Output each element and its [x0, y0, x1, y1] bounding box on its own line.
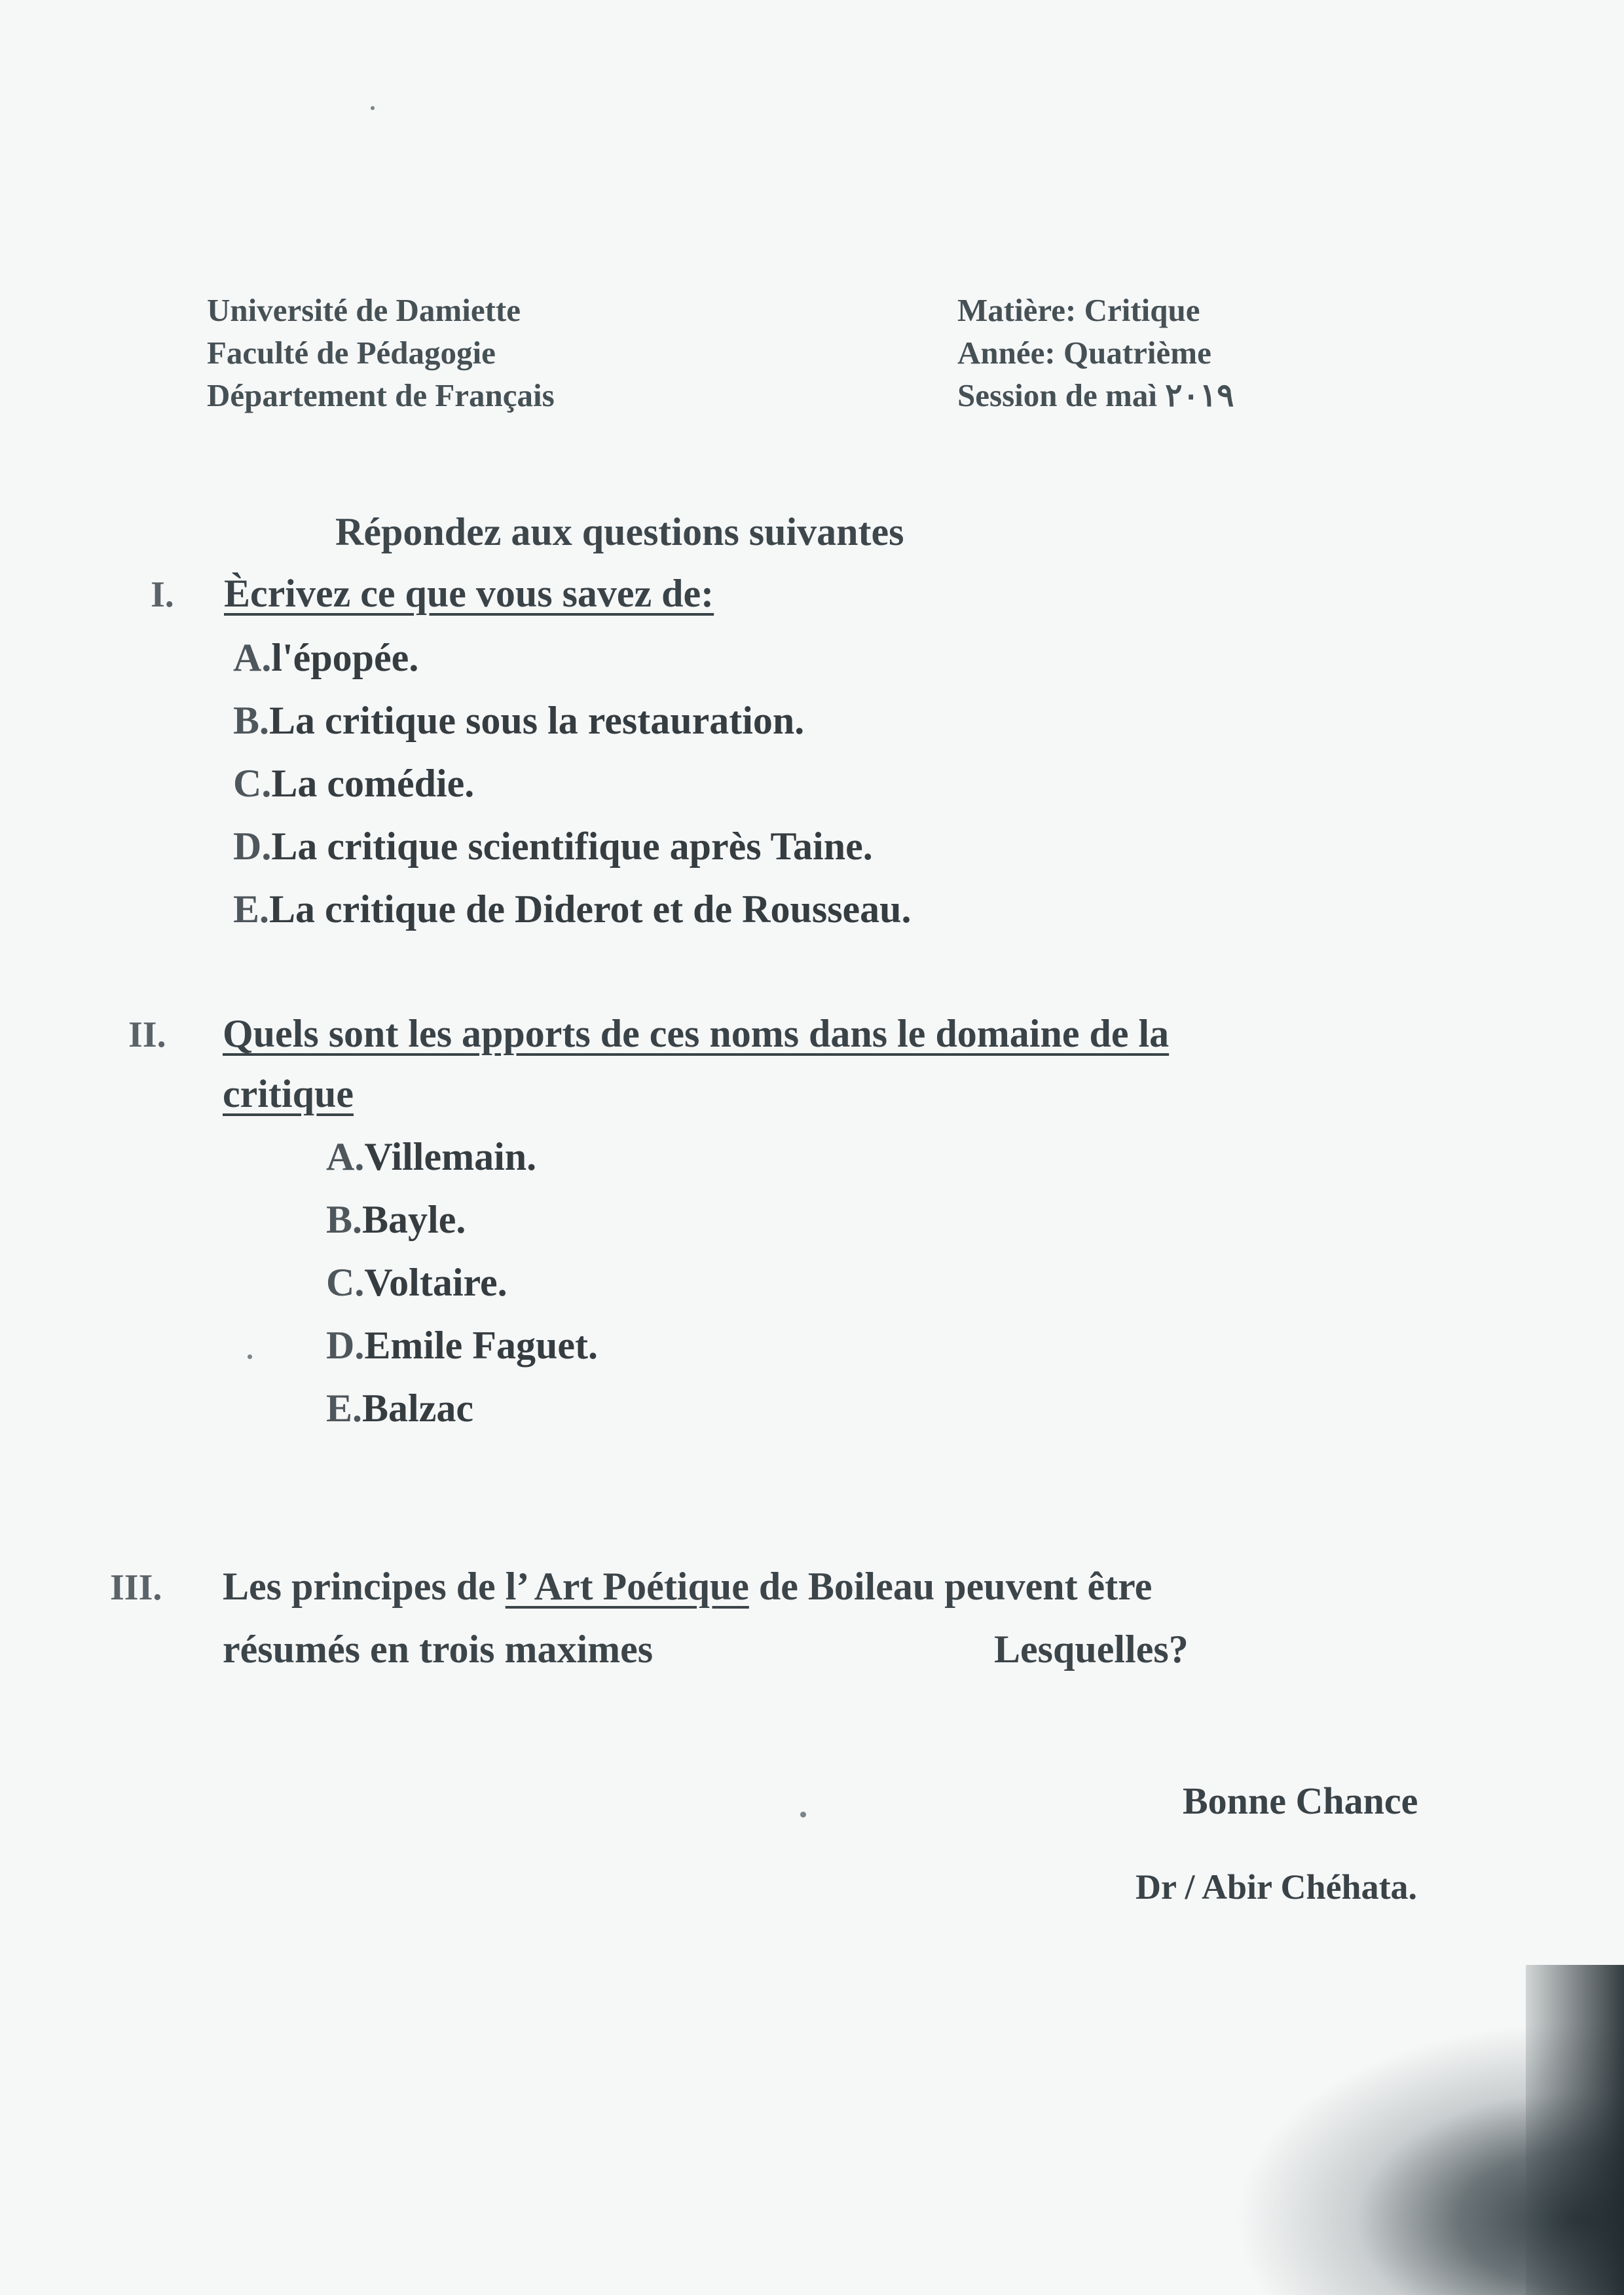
closing-text: Bonne Chance: [1183, 1780, 1418, 1822]
item-text: Emile Faguet.: [364, 1324, 598, 1367]
item-text: Voltaire.: [364, 1261, 507, 1304]
item-letter: B.: [326, 1198, 363, 1241]
institution-header: [207, 289, 555, 417]
faculty-name: Faculté de Pédagogie: [207, 335, 496, 371]
item-letter: E.: [233, 887, 270, 931]
q3-line2-right: Lesquelles?: [994, 1628, 1189, 1671]
q1-number: I.: [151, 574, 174, 615]
q2-item-e: [326, 1386, 473, 1431]
q2-item-b: [326, 1197, 466, 1242]
item-letter: D.: [326, 1324, 365, 1367]
item-letter: A.: [233, 636, 272, 679]
item-text: Villemain.: [364, 1135, 537, 1178]
q3-book-title: l’ Art Poétique: [505, 1565, 749, 1608]
item-text: Bayle.: [362, 1198, 466, 1241]
q2-item-a: [326, 1134, 536, 1180]
q2-title-line1: Quels sont les apports de ces noms dans le domaine de la: [223, 1012, 1170, 1055]
scan-speck: [248, 1354, 252, 1359]
item-text: l'épopée.: [271, 636, 419, 679]
item-text: La critique de Diderot et de Rousseau.: [269, 887, 912, 931]
q3-text: de Boileau peuvent être: [748, 1565, 1153, 1608]
scan-edge-shadow: [1526, 1965, 1624, 2295]
item-letter: D.: [233, 825, 272, 868]
year-level: Année: Quatrième: [957, 335, 1211, 371]
item-letter: B.: [233, 699, 270, 742]
scan-speck: [371, 106, 375, 110]
q1-item-c: [233, 761, 474, 806]
q2-number: II.: [128, 1015, 166, 1055]
q3-text: Les principes de: [223, 1565, 506, 1608]
q1-item-a: [233, 635, 418, 681]
item-text: La critique sous la restauration.: [269, 699, 805, 742]
q2-title-line2: critique: [223, 1072, 354, 1115]
q1-item-d: [233, 824, 873, 869]
university-name: Université de Damiette: [207, 292, 521, 328]
q3-number: III.: [110, 1567, 162, 1608]
q1-item-e: [233, 887, 912, 932]
item-letter: C.: [326, 1261, 365, 1304]
exam-info-header: [957, 289, 1234, 417]
q1-title: Ècrivez ce que vous savez de:: [224, 572, 714, 615]
subject: Matière: Critique: [957, 292, 1200, 328]
item-text: La comédie.: [271, 762, 475, 805]
q2-item-d: [326, 1323, 598, 1368]
q2-item-c: [326, 1260, 507, 1305]
signature: Dr / Abir Chéhata.: [1135, 1867, 1418, 1907]
item-text: La critique scientifique après Taine.: [271, 825, 873, 868]
q3-line1: [223, 1564, 1152, 1609]
item-letter: A.: [326, 1135, 365, 1178]
session: Session de maì ٢٠١٩: [957, 377, 1234, 413]
q1-item-b: [233, 698, 804, 743]
item-letter: C.: [233, 762, 272, 805]
item-text: Balzac: [362, 1387, 473, 1430]
item-letter: E.: [326, 1387, 363, 1430]
scan-speck: [800, 1812, 806, 1818]
q3-line2-left: résumés en trois maximes: [223, 1628, 654, 1671]
instruction-title: Répondez aux questions suivantes: [335, 510, 904, 553]
department-name: Département de Français: [207, 377, 555, 413]
